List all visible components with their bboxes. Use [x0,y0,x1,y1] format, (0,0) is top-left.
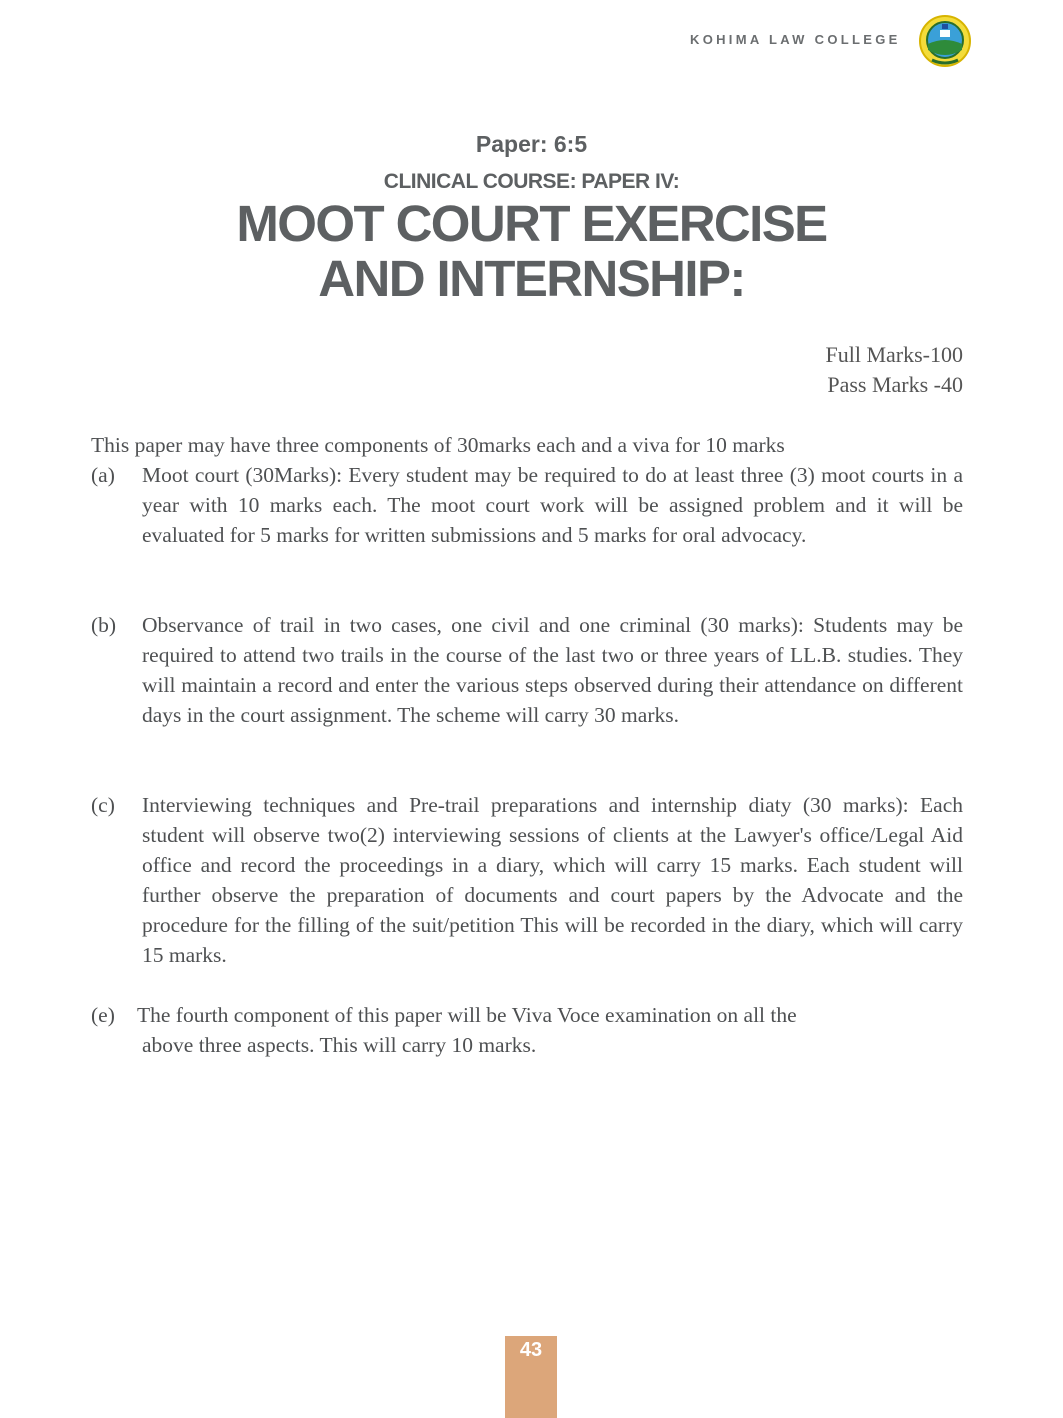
marks-block [826,340,964,400]
list-item [91,790,963,970]
title-line-1: MOOT COURT EXERCISE [236,195,827,252]
item-text: Moot court (30Marks): Every student may be required to do at least three (3) moot courts in a year with 10 marks each. The moot court work will be assigned problem and it will be evaluated for 5 marks for written submissions and 5 marks for oral advocacy. [142,463,963,547]
list-item [91,1000,963,1060]
item-label: (e) [91,1003,115,1027]
item-text: Interviewing techniques and Pre-trail preparations and internship diaty (30 marks): Each student will observe two(2) interviewing sessions of clients at the Lawyer's office/Legal Aid office and record the proceedings in a diary, which will carry 15 marks. Each student will further observe the preparation of documents and court papers by the Advocate and the procedure for the filling of the suit/petition This will be recorded in the diary, which will carry 15 marks. [142,793,963,967]
course-heading: CLINICAL COURSE: PAPER IV: [383,170,680,193]
page-number: 43 [519,1339,543,1361]
college-seal-logo [918,14,972,68]
item-text-line-1: The fourth component of this paper will be Viva Voce examination on all the [137,1003,797,1027]
item-label: (b) [91,613,117,637]
list-item [91,610,963,730]
institution-name: KOHIMA LAW COLLEGE [690,32,901,47]
paper-number: Paper: 6:5 [475,131,588,157]
page-title [0,196,1063,306]
item-text: Observance of trail in two cases, one civil and one criminal (30 marks): Students may be required to attend two trails in the course of the last two or three years of LL.B. studies. They will maintain a record and enter the various steps observed during their attendance on different days in the court assignment. The scheme will carry 30 marks. [142,613,963,727]
item-text-line-2: above three aspects. This will carry 10 marks. [142,1033,537,1057]
full-marks: Full Marks-100 [825,342,963,367]
title-line-2: AND INTERNSHIP: [318,250,745,307]
item-label: (c) [91,793,115,817]
intro-paragraph: This paper may have three components of 30marks each and a viva for 10 marks [91,433,785,457]
list-item [91,460,963,550]
pass-marks: Pass Marks -40 [827,372,963,397]
item-label: (a) [91,463,115,487]
page-number-tab [505,1336,557,1418]
